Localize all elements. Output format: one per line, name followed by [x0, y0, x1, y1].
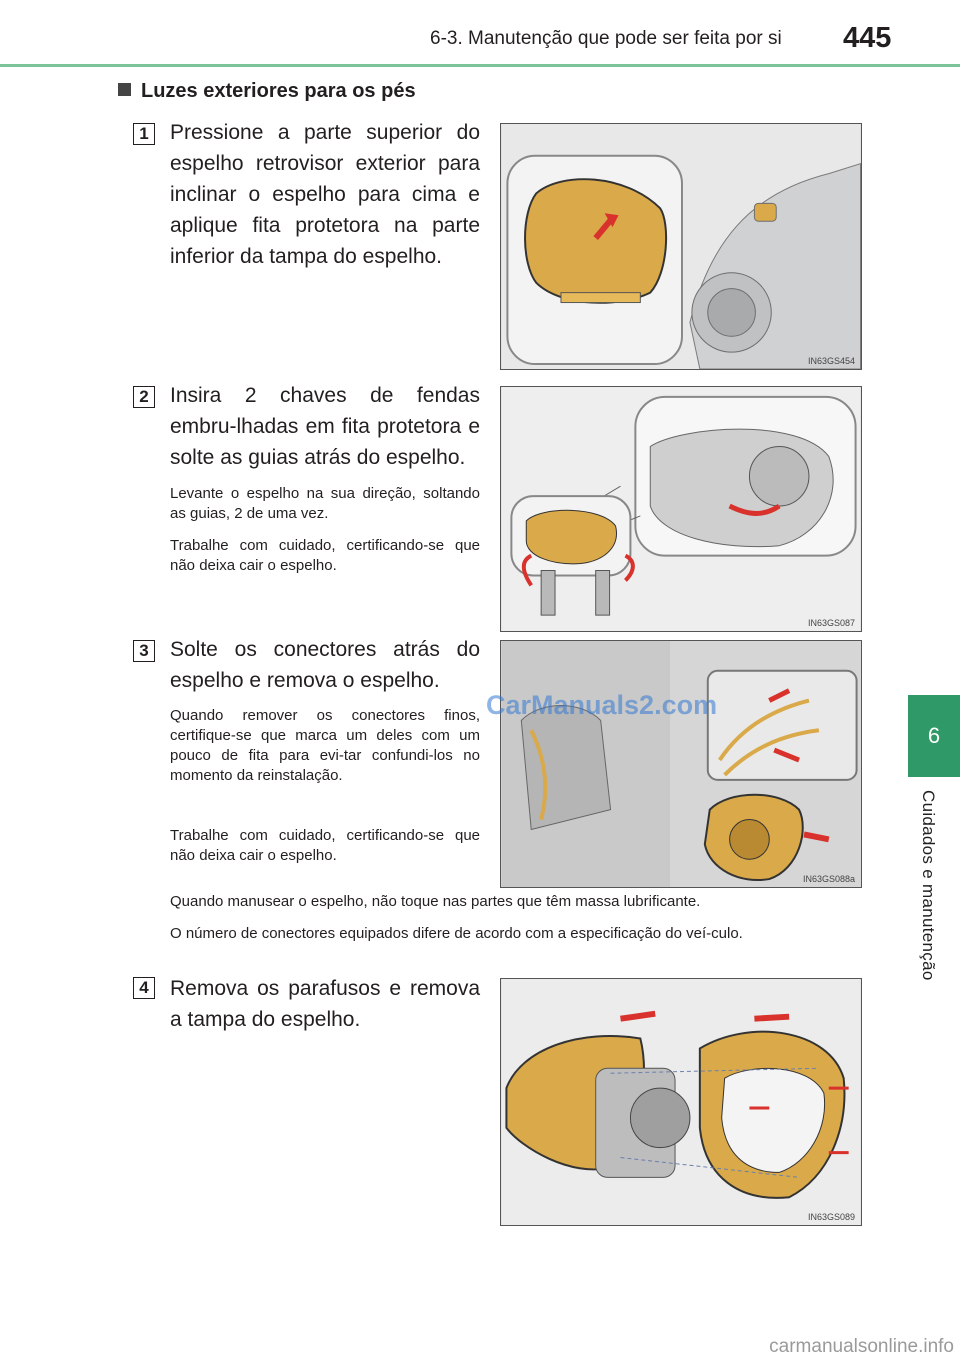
step-3-note-1: Quando remover os conectores finos, certifique-se que marca um deles com um pouco de fita para evi-tar confundi-los no momento da reinstalação. [170, 707, 480, 784]
step-2-note-2: Trabalhe com cuidado, certificando-se que não deixa cair o espelho. [170, 537, 480, 574]
step-2-note-1: Levante o espelho na sua direção, soltando as guias, 2 de uma vez. [170, 485, 480, 522]
mirror-tilt-illustration [501, 124, 861, 369]
chapter-tab: 6 [908, 695, 960, 777]
step-number-1: 1 [133, 123, 155, 145]
section-title-text: Luzes exteriores para os pés [141, 80, 416, 102]
step-1-text: Pressione a parte superior do espelho retrovisor exterior para inclinar o espelho para cima e aplique fita protetora na parte inferior da tampa do espelho. [170, 121, 480, 268]
square-bullet-icon [118, 83, 131, 96]
figure-step-1 [500, 123, 862, 370]
running-header: 6-3. Manutenção que pode ser feita por si [430, 28, 782, 49]
step-2-text: Insira 2 chaves de fendas embru-lhadas em fita protetora e solte as guias atrás do espelho. [170, 384, 480, 469]
step-4-text: Remova os parafusos e remova a tampa do espelho. [170, 977, 480, 1031]
step-number-2: 2 [133, 386, 155, 408]
figure-step-4 [500, 978, 862, 1226]
section-title [118, 80, 416, 103]
step-3-note-2: Trabalhe com cuidado, certificando-se que não deixa cair o espelho. [170, 827, 480, 864]
figure-step-3 [500, 640, 862, 888]
figure-code: IN63GS454 [807, 356, 855, 366]
figure-code: IN63GS089 [807, 1212, 855, 1222]
connector-release-illustration [501, 641, 861, 887]
screwdriver-release-illustration [501, 387, 861, 631]
step-3-extra-note-1: Quando manusear o espelho, não toque nas partes que têm massa lubrificante. [170, 893, 701, 910]
step-number-3: 3 [133, 640, 155, 662]
step-3-text: Solte os conectores atrás do espelho e remova o espelho. [170, 638, 480, 692]
figure-code: IN63GS088a [802, 874, 855, 884]
watermark-bottom: carmanualsonline.info [769, 1336, 954, 1357]
step-3-extra-note-2: O número de conectores equipados difere de acordo com a especificação do veí-culo. [170, 925, 743, 942]
mirror-cover-removal-illustration [501, 979, 861, 1225]
header-rule [0, 64, 960, 67]
watermark-top: CarManuals2.com [486, 690, 718, 720]
figure-code: IN63GS087 [807, 618, 855, 628]
figure-step-2 [500, 386, 862, 632]
step-number-4: 4 [133, 977, 155, 999]
page-number: 445 [843, 22, 892, 54]
chapter-label: Cuidados e manutenção [919, 790, 938, 981]
